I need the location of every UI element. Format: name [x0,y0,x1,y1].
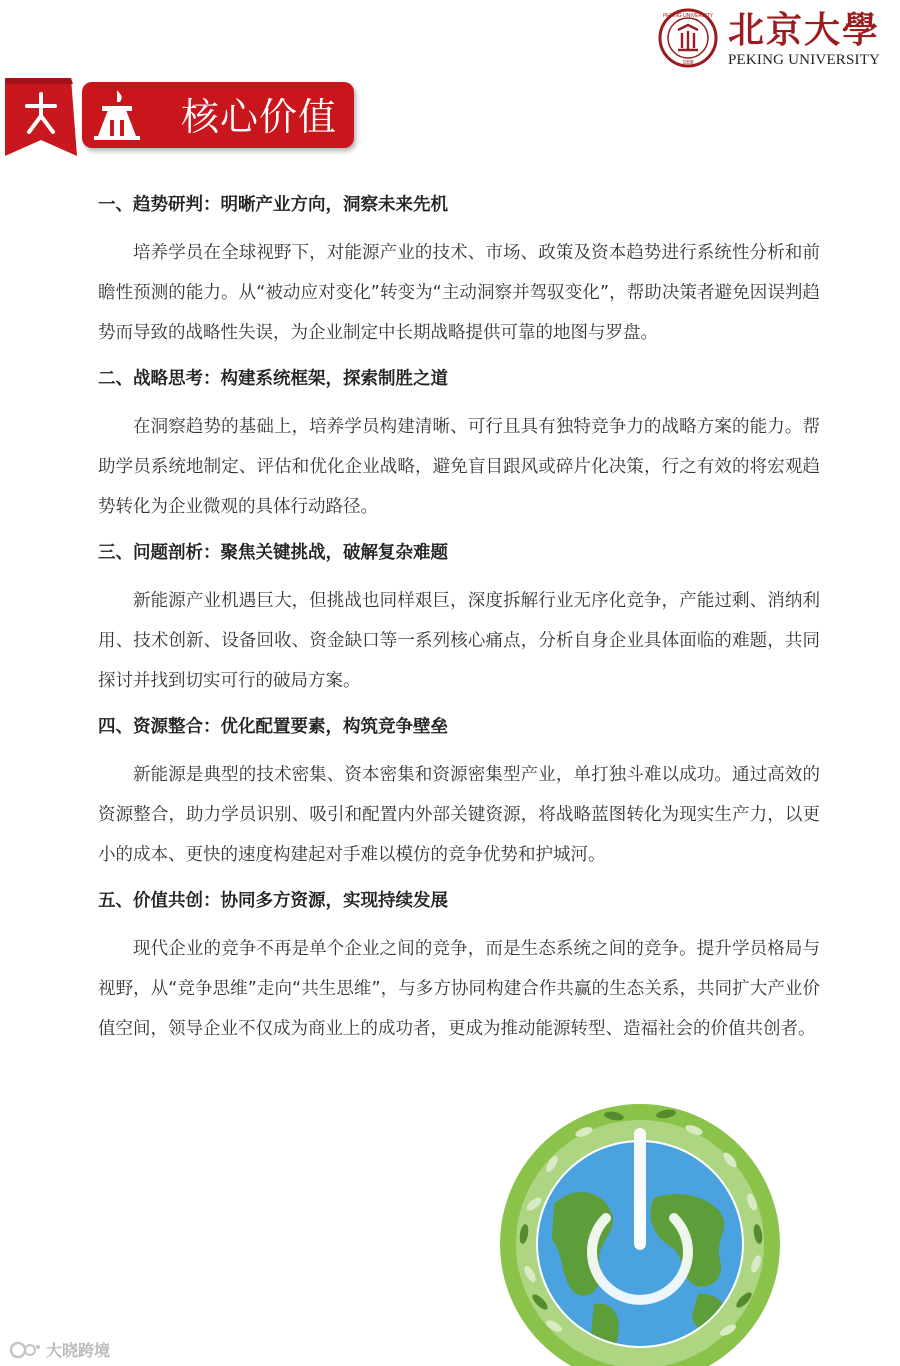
section-heading: 四、资源整合：优化配置要素，构筑竞争壁垒 [98,717,448,737]
core-value-content [98,192,820,1062]
watermark [8,1338,110,1361]
section-heading: 三、问题剖析：聚焦关键挑战，破解复杂难题 [98,543,448,563]
section-heading: 一、趋势研判：明晰产业方向，洞察未来先机 [98,195,448,215]
section-heading: 二、战略思考：构建系统框架，探索制胜之道 [98,369,448,389]
section-heading: 五、价值共创：协同多方资源，实现持续发展 [98,891,448,911]
watermark-text: 大晓跨境 [46,1341,111,1360]
section-trend [98,192,820,353]
pku-seal-icon [658,8,718,68]
seal-year: 1898 [682,60,694,66]
section-resource [98,714,820,875]
watermark-logo-icon [8,1339,42,1361]
section-body: 培养学员在全球视野下，对能源产业的技术、市场、政策及资本趋势进行系统性分析和前瞻性预测的能力。从“被动应对变化”转变为“主动洞察并驾驭变化”，帮助决策者避免因误判趋势而导致的战略性失误，为企业制定中长期战略提供可靠的地图与罗盘。 [98,243,820,343]
section-body: 新能源产业机遇巨大，但挑战也同样艰巨，深度拆解行业无序化竞争，产能过剩、消纳利用、技术创新、设备回收、资金缺口等一系列核心痛点，分析自身企业具体面临的难题，共同探讨并找到切实可行的破局方案。 [98,591,820,691]
section-value [98,888,820,1049]
page-section-title: 核心价值 [181,95,338,139]
pku-chinese-name: 北京大學 [728,9,881,51]
section-body: 新能源是典型的技术密集、资本密集和资源密集型产业，单打独斗难以成功。通过高效的资源整合，助力学员识别、吸引和配置内外部关键资源，将战略蓝图转化为现实生产力，以更小的成本、更快的速度构建起对手难以模仿的竞争优势和护城河。 [98,765,820,865]
section-problem [98,540,820,701]
section-body: 现代企业的竞争不再是单个企业之间的竞争，而是生态系统之间的竞争。提升学员格局与视野，从“竞争思维”走向“共生思维”，与多方协同构建合作共赢的生态关系，共同扩大产业价值空间，领导企业不仅成为商业上的成功者，更成为推动能源转型、造福社会的价值共创者。 [98,939,820,1039]
green-energy-globe-icon [494,1094,786,1366]
pku-english-name: PEKING UNIVERSITY [728,52,881,68]
peking-university-logo [658,6,894,70]
section-body: 在洞察趋势的基础上，培养学员构建清晰、可行且具有独特竞争力的战略方案的能力。帮助学员系统地制定、评估和优化企业战略，避免盲目跟风或碎片化决策，行之有效的将宏观趋势转化为企业微观的具体行动路径。 [98,417,820,517]
seal-ring-text: PEKING UNIVERSITY [662,13,714,19]
section-strategy [98,366,820,527]
banner-flag-icon [5,78,77,156]
